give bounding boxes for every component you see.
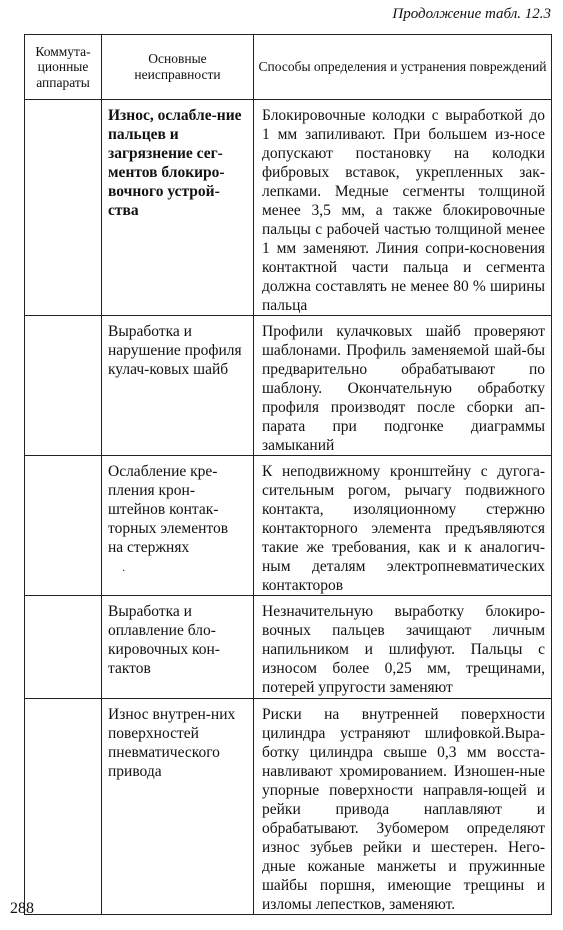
device-cell	[25, 596, 102, 699]
fault-cell: Износ, ослабле-ние пальцев и загрязнение сег-ментов блокиро-вочного устрой-ства	[102, 100, 254, 316]
header-switching-devices: Коммута-ционные аппараты	[25, 35, 102, 100]
table-row	[25, 100, 552, 316]
table-header-row	[25, 35, 552, 100]
method-cell: К неподвижному кронштейну с дугога-сительным рогом, рычагу подвижного контакта, изоляционному стержню контакторного элемента предъявляются такие же требования, как и к аналогич-ным деталям электропневматических контакторов	[254, 456, 552, 596]
device-cell	[25, 316, 102, 456]
fault-cell: Износ внутрен-них поверхностей пневматического привода	[102, 699, 254, 915]
table-row	[25, 596, 552, 699]
page-number: 288	[10, 900, 34, 917]
table-row	[25, 316, 552, 456]
header-main-faults: Основные неисправности	[102, 35, 254, 100]
fault-cell: Ослабление кре-пления крон-штейнов контак-торных элементов на стержнях	[102, 456, 254, 596]
fault-cell: Выработка и нарушение профиля кулач-ковых шайб	[102, 316, 254, 456]
method-cell: Блокировочные колодки с выработкой до 1 мм запиливают. При большем из-носе допускают постановку на колодки фибровых вставок, укрепленных зак-лепками. Медные сегменты толщиной менее 3,5 мм, а также блокировочные пальцы с рабочей частью толщиной менее 1 мм заменяют. Линия сопри-косновения контактной части пальца и сегмента должна составлять не менее 80 % ширины пальца	[254, 100, 552, 316]
table-row	[25, 699, 552, 915]
method-cell: Риски на внутренней поверхности цилиндра устраняют шлифовкой.Выра-ботку цилиндра свыше 0,3 мм восста-навливают хромированием. Изношен-ные упорные поверхности направля-ющей и рейки привода наплавляют и обрабатывают. Зубомером определяют износ зубьев рейки и шестерен. Него-дные кожаные манжеты и пружинные шайбы поршня, имеющие трещины и изломы лепестков, заменяют.	[254, 699, 552, 915]
table-row	[25, 456, 552, 596]
method-cell: Незначительную выработку блокиро-вочных пальцев зачищают личным напильником и шлифуют. Пальцы с износом более 0,25 мм, трещинами, потерей упругости заменяют	[254, 596, 552, 699]
fault-cell: Выработка и оплавление бло-кировочных кон-тактов	[102, 596, 254, 699]
method-cell: Профили кулачковых шайб проверяют шаблонами. Профиль заменяемой шай-бы предварительно обрабатывают по шаблону. Окончательную обработку профиля производят после сборки ап-парата при подгонке диаграммы замыканий	[254, 316, 552, 456]
table-continuation-caption: Продолжение табл. 12.3	[392, 6, 551, 22]
device-cell	[25, 456, 102, 596]
device-cell	[25, 100, 102, 316]
stray-dot: ·	[122, 566, 126, 577]
device-cell	[25, 699, 102, 915]
header-repair-methods: Способы определения и устранения повреждений	[254, 35, 552, 100]
faults-table	[24, 34, 552, 915]
